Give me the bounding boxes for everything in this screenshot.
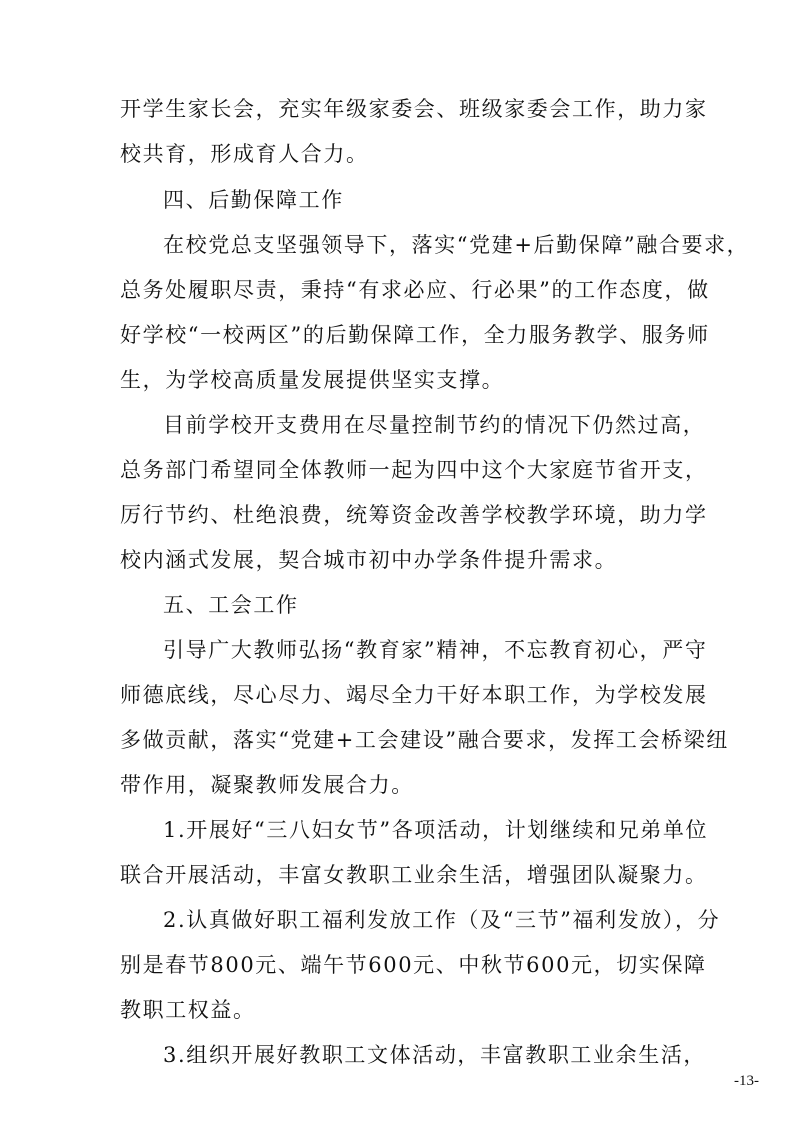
list-item-line: 3.组织开展好教职工文体活动，丰富教职工业余生活，	[163, 1043, 707, 1067]
paragraph-line: 总务部门希望同全体教师一起为四中这个大家庭节省开支，	[120, 458, 708, 482]
paragraph-line: 厉行节约、杜绝浪费，统筹资金改善学校教学环境，助力学	[120, 503, 708, 527]
page-number: -13-	[734, 1073, 759, 1089]
list-item-line: 别是春节800元、端午节600元、中秋节600元，切实保障	[120, 953, 707, 977]
list-item-line: 教职工权益。	[120, 998, 256, 1022]
paragraph-line: 生，为学校高质量发展提供坚实支撑。	[120, 368, 505, 392]
paragraph-line: 开学生家长会，充实年级家委会、班级家委会工作，助力家	[120, 97, 708, 121]
paragraph-line: 目前学校开支费用在尽量控制节约的情况下仍然过高，	[163, 413, 706, 437]
paragraph-line: 师德底线，尽心尽力、竭尽全力干好本职工作，为学校发展	[120, 683, 708, 707]
paragraph-line: 总务处履职尽责，秉持“有求必应、行必果”的工作态度，做	[120, 278, 710, 302]
list-item-line: 联合开展活动，丰富女教职工业余生活，增强团队凝聚力。	[120, 863, 708, 887]
paragraph-line: 校共育，形成育人合力。	[120, 142, 369, 166]
list-item-line: 1.开展好“三八妇女节”各项活动，计划继续和兄弟单位	[163, 818, 709, 842]
section-heading: 五、工会工作	[163, 593, 299, 617]
paragraph-line: 在校党总支坚强领导下，落实“党建+后勤保障”融合要求，	[163, 233, 750, 257]
paragraph-line: 多做贡献，落实“党建+工会建设”融合要求，发挥工会桥梁纽	[120, 728, 729, 752]
section-heading: 四、后勤保障工作	[163, 188, 344, 212]
paragraph-line: 引导广大教师弘扬“教育家”精神，不忘教育初心，严守	[163, 638, 708, 662]
list-item-line: 2.认真做好职工福利发放工作（及“三节”福利发放），分	[163, 908, 721, 932]
paragraph-line: 好学校“一校两区”的后勤保障工作，全力服务教学、服务师	[120, 323, 710, 347]
paragraph-line: 校内涵式发展，契合城市初中办学条件提升需求。	[120, 548, 618, 572]
paragraph-line: 带作用，凝聚教师发展合力。	[120, 773, 414, 797]
